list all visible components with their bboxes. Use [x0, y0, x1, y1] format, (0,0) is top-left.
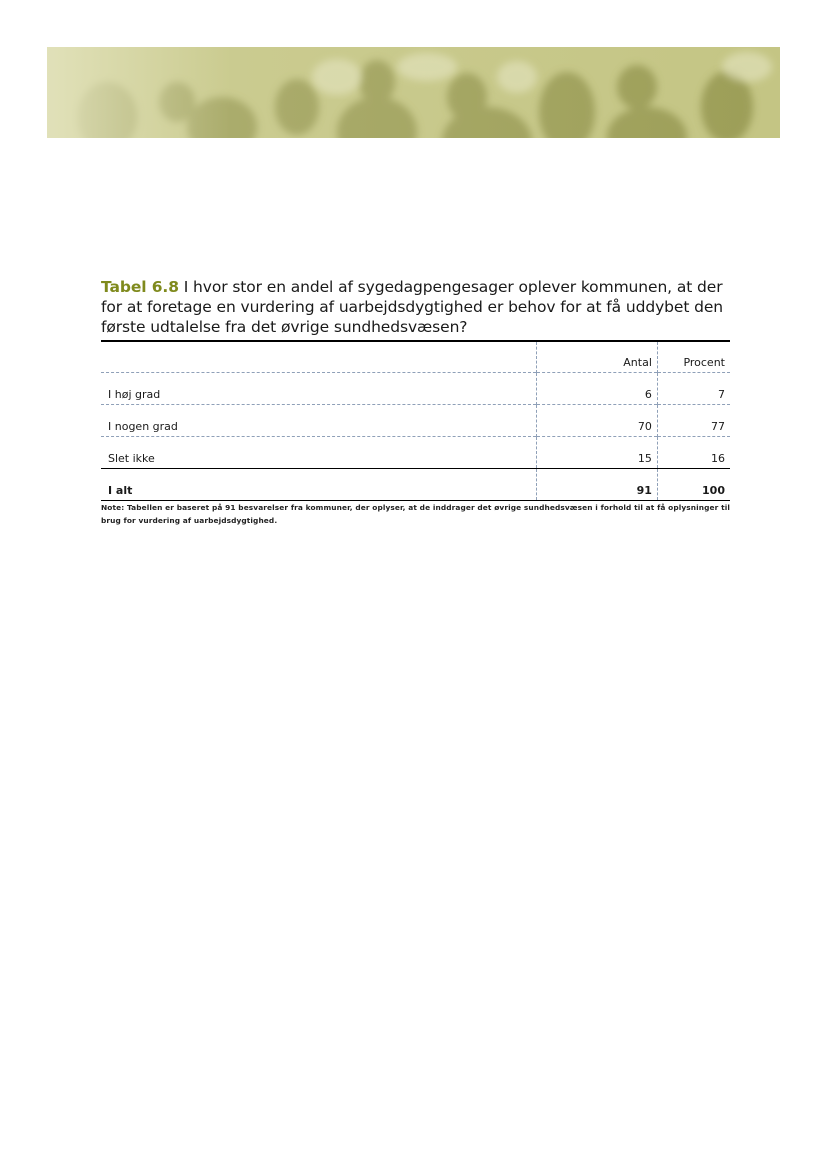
row-label: I nogen grad [101, 405, 536, 437]
total-label: I alt [101, 469, 536, 501]
table-caption-text: I hvor stor en andel af sygedagpengesager oplever kommunen, at der for at foretage en vurdering af uarbejdsdygtighed er behov for at få uddybet den første udtalelse fra det øvrige sundhedsvæsen? [101, 278, 724, 336]
table-row [101, 405, 730, 437]
row-label: Slet ikke [101, 437, 536, 469]
table-label: Tabel 6.8 [101, 278, 179, 296]
header-cell-label [101, 341, 536, 373]
table-row [101, 437, 730, 469]
row-antal: 6 [536, 373, 657, 405]
table-caption [101, 277, 741, 337]
header-banner [47, 47, 780, 138]
table-total-row [101, 469, 730, 501]
total-antal: 91 [536, 469, 657, 501]
table-row [101, 373, 730, 405]
row-label: I høj grad [101, 373, 536, 405]
row-antal: 15 [536, 437, 657, 469]
table-note: Note: Tabellen er baseret på 91 besvarelser fra kommuner, der oplyser, at de inddrager det øvrige sundhedsvæsen i forhold til at få oplysninger til brug for vurdering af uarbejdsdygtighed. [101, 503, 730, 525]
table-header-row [101, 341, 730, 373]
row-procent: 7 [657, 373, 730, 405]
row-procent: 16 [657, 437, 730, 469]
total-procent: 100 [657, 469, 730, 501]
crowd-photo-banner [47, 47, 780, 138]
row-antal: 70 [536, 405, 657, 437]
header-cell-procent: Procent [657, 341, 730, 373]
results-table [101, 340, 730, 501]
row-procent: 77 [657, 405, 730, 437]
header-cell-antal: Antal [536, 341, 657, 373]
